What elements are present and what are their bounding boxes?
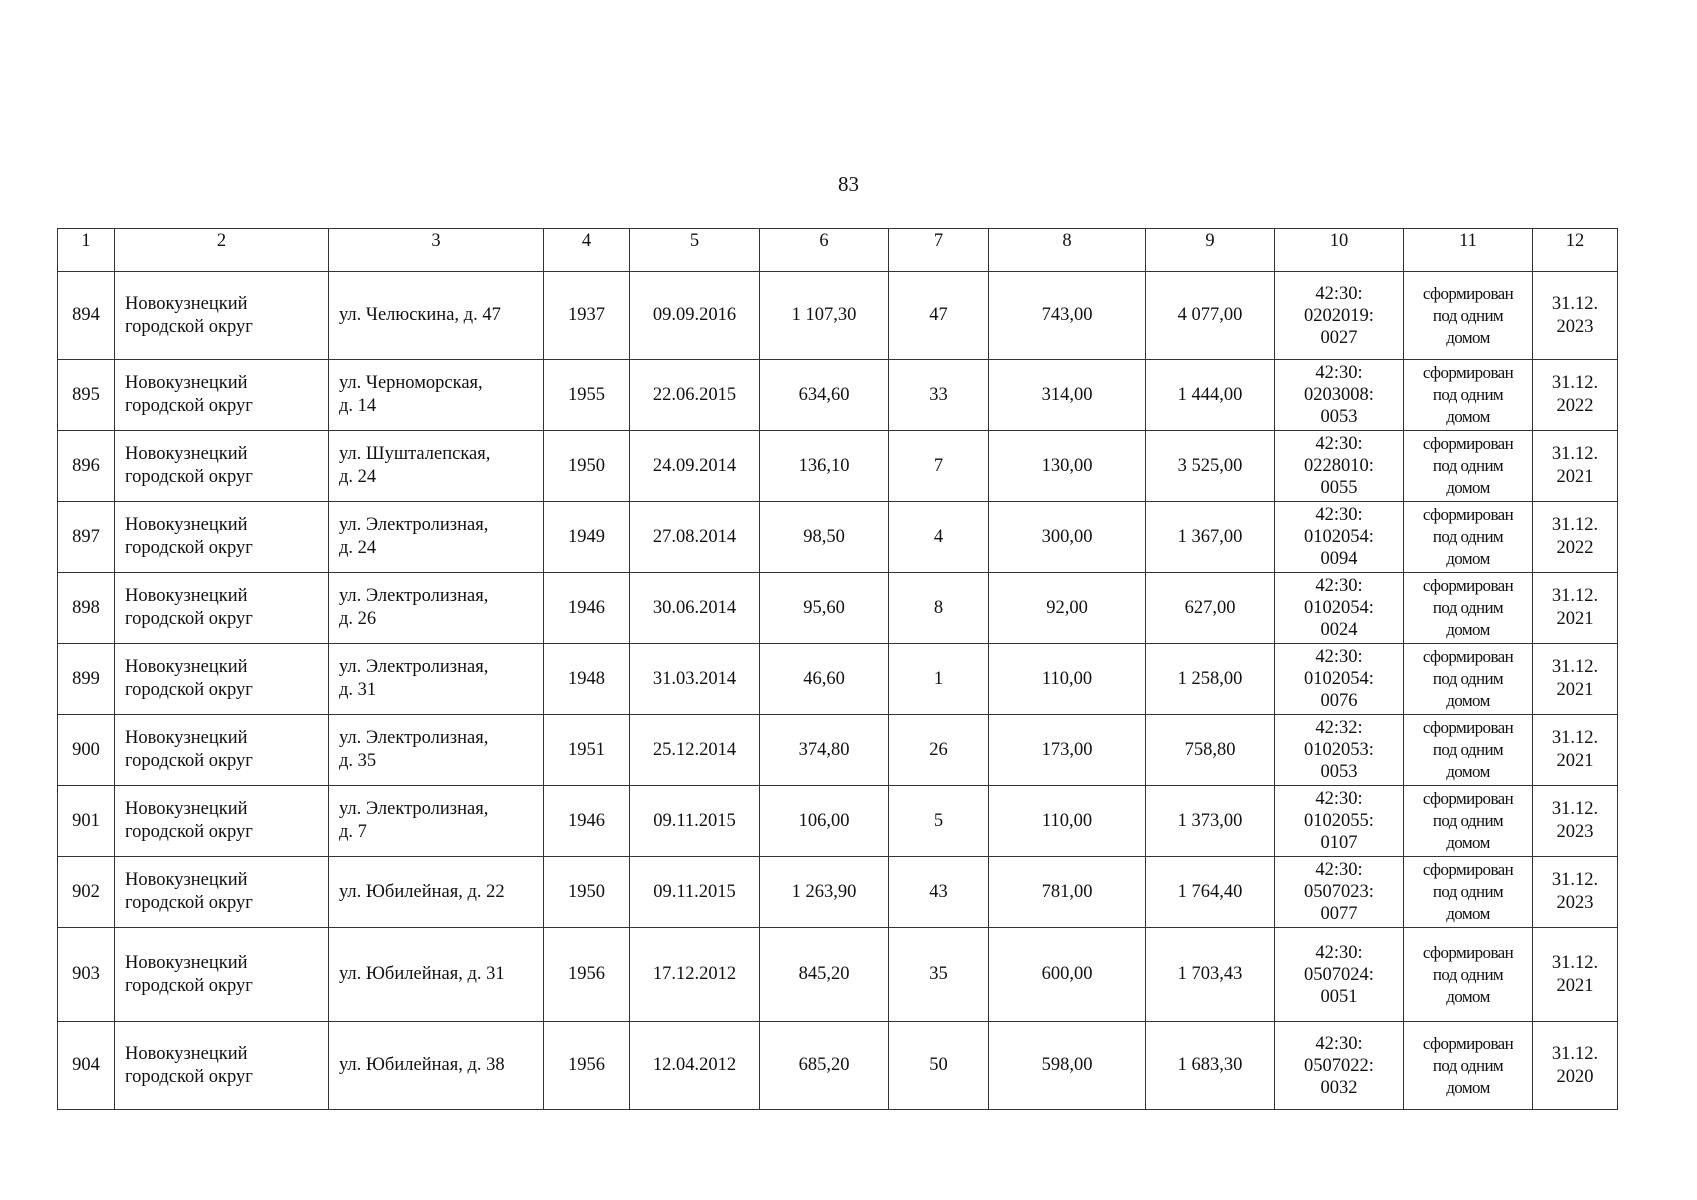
cell-address [329, 715, 544, 786]
table-row [58, 1022, 1618, 1110]
cell-line: ул. Черноморская, [339, 373, 483, 393]
column-number-row [58, 229, 1618, 272]
cell-line: под одним [1432, 305, 1504, 325]
cell-line: 2021 [1556, 680, 1594, 700]
cell-line: 31.12. [1551, 799, 1599, 819]
cell-line: сформирован [1422, 647, 1514, 666]
cell-col-9: 1 444,00 [1146, 360, 1275, 431]
cell-line: сформирован [1422, 576, 1514, 595]
cell-row-number: 895 [58, 360, 115, 431]
cell-line: Новокузнецкий [125, 870, 248, 890]
cell-municipality [115, 360, 329, 431]
table-row [58, 928, 1618, 1022]
cell-line: домом [1446, 691, 1490, 710]
cell-line: городской округ [125, 467, 253, 487]
cell-line: под одним [1432, 740, 1504, 759]
cell-municipality [115, 928, 329, 1022]
cell-status [1404, 857, 1533, 928]
cell-municipality [115, 786, 329, 857]
cell-line: сформирован [1422, 789, 1514, 808]
table-row [58, 644, 1618, 715]
cell-municipality [115, 573, 329, 644]
cell-row-number: 894 [58, 272, 115, 360]
cell-line: 0507022: [1304, 1055, 1374, 1076]
cell-line: ул. Юбилейная, д. 31 [339, 964, 505, 984]
cell-deadline [1533, 272, 1618, 360]
cell-address [329, 928, 544, 1022]
cell-line: 0102054: [1304, 598, 1374, 618]
cell-cadastral-number [1275, 644, 1404, 715]
column-header: 9 [1146, 229, 1275, 272]
table-row [58, 786, 1618, 857]
cell-date: 09.11.2015 [630, 857, 760, 928]
table-row [58, 272, 1618, 360]
cell-line: 2020 [1556, 1066, 1594, 1087]
cell-line: ул. Челюскина, д. 47 [339, 305, 501, 325]
cell-address [329, 644, 544, 715]
cell-line: Новокузнецкий [125, 1043, 248, 1064]
cell-line: 31.12. [1551, 952, 1599, 973]
cell-date: 25.12.2014 [630, 715, 760, 786]
cell-row-number: 902 [58, 857, 115, 928]
cell-line: 0102053: [1304, 740, 1374, 760]
cell-municipality [115, 1022, 329, 1110]
cell-line: 31.12. [1551, 870, 1599, 890]
cell-line: 0107 [1320, 833, 1358, 853]
table-row [58, 715, 1618, 786]
cell-line: 0051 [1320, 986, 1358, 1007]
cell-address [329, 272, 544, 360]
column-header: 12 [1533, 229, 1618, 272]
cell-date: 24.09.2014 [630, 431, 760, 502]
cell-col-9: 1 764,40 [1146, 857, 1275, 928]
cell-status [1404, 360, 1533, 431]
column-header: 6 [760, 229, 889, 272]
cell-row-number: 897 [58, 502, 115, 573]
cell-area: 634,60 [760, 360, 889, 431]
cell-col-8: 110,00 [989, 786, 1146, 857]
cell-col-9: 4 077,00 [1146, 272, 1275, 360]
cell-line: 0102054: [1304, 527, 1374, 547]
cell-year: 1950 [544, 857, 630, 928]
cell-date: 27.08.2014 [630, 502, 760, 573]
cell-line: 0102055: [1304, 811, 1374, 831]
cell-count: 47 [889, 272, 989, 360]
cell-line: домом [1446, 904, 1490, 923]
cell-cadastral-number [1275, 272, 1404, 360]
column-header: 7 [889, 229, 989, 272]
table-row [58, 857, 1618, 928]
cell-row-number: 896 [58, 431, 115, 502]
cell-line: 42:30: [1315, 789, 1363, 809]
cell-cadastral-number [1275, 431, 1404, 502]
cell-line: 2023 [1556, 316, 1594, 337]
cell-col-8: 173,00 [989, 715, 1146, 786]
cell-cadastral-number [1275, 573, 1404, 644]
cell-address [329, 857, 544, 928]
cell-col-8: 92,00 [989, 573, 1146, 644]
cell-line: Новокузнецкий [125, 515, 248, 535]
cell-line: под одним [1432, 811, 1504, 830]
cell-line: под одним [1432, 527, 1504, 546]
table-row [58, 502, 1618, 573]
cell-status [1404, 502, 1533, 573]
cell-line: городской округ [125, 609, 253, 629]
column-header: 2 [115, 229, 329, 272]
cell-line: домом [1446, 327, 1490, 347]
cell-col-9: 1 703,43 [1146, 928, 1275, 1022]
cell-line: домом [1446, 549, 1490, 568]
cell-date: 17.12.2012 [630, 928, 760, 1022]
cell-line: домом [1446, 407, 1490, 426]
cell-deadline [1533, 857, 1618, 928]
cell-deadline [1533, 431, 1618, 502]
cell-col-8: 600,00 [989, 928, 1146, 1022]
cell-line: 31.12. [1551, 515, 1599, 535]
cell-count: 50 [889, 1022, 989, 1110]
cell-line: Новокузнецкий [125, 952, 248, 973]
cell-col-9: 627,00 [1146, 573, 1275, 644]
cell-deadline [1533, 715, 1618, 786]
cell-status [1404, 928, 1533, 1022]
table-body [58, 229, 1618, 1110]
cell-col-9: 3 525,00 [1146, 431, 1275, 502]
cell-line: 31.12. [1551, 1043, 1599, 1064]
cell-line: 2021 [1556, 975, 1594, 996]
cell-date: 30.06.2014 [630, 573, 760, 644]
cell-count: 43 [889, 857, 989, 928]
cell-address [329, 573, 544, 644]
cell-area: 1 107,30 [760, 272, 889, 360]
cell-status [1404, 786, 1533, 857]
cell-area: 106,00 [760, 786, 889, 857]
cell-line: 31.12. [1551, 373, 1599, 393]
cell-year: 1955 [544, 360, 630, 431]
cell-line: 0077 [1320, 904, 1358, 924]
cell-date: 12.04.2012 [630, 1022, 760, 1110]
cell-line: д. 35 [339, 751, 377, 771]
cell-line: д. 31 [339, 680, 377, 700]
cell-status [1404, 573, 1533, 644]
cell-deadline [1533, 1022, 1618, 1110]
cell-line: 42:30: [1315, 434, 1363, 454]
cell-count: 5 [889, 786, 989, 857]
cell-line: городской округ [125, 316, 253, 337]
column-header: 1 [58, 229, 115, 272]
cell-line: сформирован [1422, 283, 1514, 303]
cell-year: 1949 [544, 502, 630, 573]
cell-year: 1950 [544, 431, 630, 502]
cell-line: 2022 [1556, 396, 1594, 416]
cell-date: 31.03.2014 [630, 644, 760, 715]
cell-col-9: 1 683,30 [1146, 1022, 1275, 1110]
cell-line: городской округ [125, 680, 253, 700]
cell-count: 8 [889, 573, 989, 644]
cell-col-8: 598,00 [989, 1022, 1146, 1110]
cell-line: под одним [1432, 598, 1504, 617]
cell-municipality [115, 857, 329, 928]
cell-line: 2023 [1556, 822, 1594, 842]
cell-cadastral-number [1275, 502, 1404, 573]
cell-year: 1946 [544, 573, 630, 644]
table-row [58, 431, 1618, 502]
cell-line: 31.12. [1551, 586, 1599, 606]
cell-status [1404, 272, 1533, 360]
column-header: 11 [1404, 229, 1533, 272]
cell-row-number: 898 [58, 573, 115, 644]
cell-line: 42:30: [1315, 505, 1363, 525]
cell-area: 685,20 [760, 1022, 889, 1110]
cell-line: Новокузнецкий [125, 799, 248, 819]
cell-line: ул. Электролизная, [339, 728, 489, 748]
cell-line: д. 24 [339, 467, 377, 487]
cell-deadline [1533, 360, 1618, 431]
cell-line: 0507023: [1304, 882, 1374, 902]
cell-line: Новокузнецкий [125, 586, 248, 606]
cell-area: 1 263,90 [760, 857, 889, 928]
cell-line: под одним [1432, 882, 1504, 901]
cell-line: домом [1446, 833, 1490, 852]
cell-line: домом [1446, 762, 1490, 781]
cell-line: 0507024: [1304, 964, 1374, 985]
cell-line: 42:30: [1315, 283, 1363, 304]
cell-line: ул. Электролизная, [339, 799, 489, 819]
cell-line: домом [1446, 478, 1490, 497]
cell-line: сформирован [1422, 505, 1514, 524]
cell-line: 42:30: [1315, 942, 1363, 963]
cell-line: 0024 [1320, 620, 1358, 640]
cell-line: 42:30: [1315, 860, 1363, 880]
cell-status [1404, 1022, 1533, 1110]
housing-registry-table [57, 228, 1618, 1110]
cell-line: сформирован [1422, 363, 1514, 382]
cell-line: домом [1446, 1077, 1490, 1097]
cell-line: 31.12. [1551, 728, 1599, 748]
cell-col-9: 758,80 [1146, 715, 1275, 786]
cell-line: ул. Электролизная, [339, 657, 489, 677]
cell-line: под одним [1432, 456, 1504, 475]
cell-line: сформирован [1422, 942, 1514, 962]
cell-line: домом [1446, 620, 1490, 639]
cell-line: 0102054: [1304, 669, 1374, 689]
cell-municipality [115, 431, 329, 502]
cell-line: 0094 [1320, 549, 1358, 569]
cell-year: 1937 [544, 272, 630, 360]
column-header: 5 [630, 229, 760, 272]
table-row [58, 573, 1618, 644]
cell-line: под одним [1432, 669, 1504, 688]
cell-line: ул. Электролизная, [339, 586, 489, 606]
page-number: 83 [838, 172, 859, 196]
cell-line: ул. Юбилейная, д. 22 [339, 881, 505, 902]
cell-line: городской округ [125, 538, 253, 558]
cell-col-8: 743,00 [989, 272, 1146, 360]
cell-municipality [115, 502, 329, 573]
cell-line: д. 7 [339, 822, 367, 842]
cell-line: 0053 [1320, 762, 1358, 782]
cell-col-9: 1 367,00 [1146, 502, 1275, 573]
cell-area: 95,60 [760, 573, 889, 644]
column-header: 8 [989, 229, 1146, 272]
cell-line: 42:30: [1315, 647, 1363, 667]
cell-line: 0202019: [1304, 305, 1374, 326]
column-header: 10 [1275, 229, 1404, 272]
cell-line: Новокузнецкий [125, 444, 248, 464]
table-row [58, 360, 1618, 431]
cell-line: 0203008: [1304, 385, 1374, 405]
cell-line: под одним [1432, 1055, 1504, 1075]
cell-line: 42:30: [1315, 1033, 1363, 1054]
cell-line: 2021 [1556, 751, 1594, 771]
cell-line: сформирован [1422, 718, 1514, 737]
cell-line: 2021 [1556, 467, 1594, 487]
cell-area: 98,50 [760, 502, 889, 573]
cell-deadline [1533, 644, 1618, 715]
cell-line: 2021 [1556, 609, 1594, 629]
cell-area: 46,60 [760, 644, 889, 715]
cell-line: городской округ [125, 893, 253, 913]
cell-line: 0076 [1320, 691, 1358, 711]
cell-line: 31.12. [1551, 444, 1599, 464]
cell-line: 2022 [1556, 538, 1594, 558]
cell-status [1404, 644, 1533, 715]
cell-row-number: 899 [58, 644, 115, 715]
cell-line: Новокузнецкий [125, 657, 248, 677]
cell-count: 26 [889, 715, 989, 786]
cell-line: 0032 [1320, 1077, 1358, 1098]
cell-year: 1956 [544, 1022, 630, 1110]
cell-cadastral-number [1275, 786, 1404, 857]
cell-year: 1946 [544, 786, 630, 857]
cell-row-number: 904 [58, 1022, 115, 1110]
cell-col-8: 110,00 [989, 644, 1146, 715]
cell-line: сформирован [1422, 1033, 1514, 1053]
cell-line: Новокузнецкий [125, 293, 248, 314]
cell-line: ул. Электролизная, [339, 515, 489, 535]
cell-deadline [1533, 502, 1618, 573]
cell-date: 22.06.2015 [630, 360, 760, 431]
cell-municipality [115, 644, 329, 715]
cell-row-number: 901 [58, 786, 115, 857]
cell-deadline [1533, 573, 1618, 644]
cell-line: городской округ [125, 1066, 253, 1087]
cell-line: ул. Шушталепская, [339, 444, 491, 464]
cell-line: 0228010: [1304, 456, 1374, 476]
cell-line: 0055 [1320, 478, 1358, 498]
cell-line: домом [1446, 986, 1490, 1006]
cell-col-8: 300,00 [989, 502, 1146, 573]
cell-cadastral-number [1275, 928, 1404, 1022]
cell-year: 1956 [544, 928, 630, 1022]
cell-line: 0027 [1320, 327, 1358, 348]
cell-deadline [1533, 928, 1618, 1022]
column-header: 4 [544, 229, 630, 272]
cell-count: 35 [889, 928, 989, 1022]
cell-line: 42:30: [1315, 576, 1363, 596]
cell-line: городской округ [125, 396, 253, 416]
cell-col-9: 1 373,00 [1146, 786, 1275, 857]
cell-cadastral-number [1275, 1022, 1404, 1110]
cell-row-number: 903 [58, 928, 115, 1022]
cell-cadastral-number [1275, 857, 1404, 928]
cell-address [329, 431, 544, 502]
cell-year: 1948 [544, 644, 630, 715]
cell-address [329, 1022, 544, 1110]
cell-line: ул. Юбилейная, д. 38 [339, 1055, 505, 1075]
cell-line: Новокузнецкий [125, 373, 248, 393]
cell-row-number: 900 [58, 715, 115, 786]
cell-count: 33 [889, 360, 989, 431]
cell-count: 7 [889, 431, 989, 502]
cell-line: городской округ [125, 751, 253, 771]
cell-status [1404, 431, 1533, 502]
cell-line: 42:32: [1315, 718, 1363, 738]
cell-year: 1951 [544, 715, 630, 786]
cell-line: 42:30: [1315, 363, 1363, 383]
cell-municipality [115, 715, 329, 786]
cell-count: 4 [889, 502, 989, 573]
cell-cadastral-number [1275, 715, 1404, 786]
cell-col-8: 314,00 [989, 360, 1146, 431]
cell-address [329, 786, 544, 857]
cell-line: городской округ [125, 975, 253, 996]
cell-col-9: 1 258,00 [1146, 644, 1275, 715]
cell-line: д. 26 [339, 609, 377, 629]
cell-area: 374,80 [760, 715, 889, 786]
cell-address [329, 360, 544, 431]
cell-date: 09.11.2015 [630, 786, 760, 857]
cell-area: 136,10 [760, 431, 889, 502]
cell-line: 31.12. [1551, 293, 1599, 314]
cell-line: 2023 [1556, 893, 1594, 913]
cell-date: 09.09.2016 [630, 272, 760, 360]
cell-deadline [1533, 786, 1618, 857]
cell-col-8: 781,00 [989, 857, 1146, 928]
cell-area: 845,20 [760, 928, 889, 1022]
cell-line: 31.12. [1551, 657, 1599, 677]
cell-municipality [115, 272, 329, 360]
cell-line: под одним [1432, 385, 1504, 404]
cell-line: сформирован [1422, 434, 1514, 453]
cell-address [329, 502, 544, 573]
column-header: 3 [329, 229, 544, 272]
cell-line: под одним [1432, 964, 1504, 984]
cell-col-8: 130,00 [989, 431, 1146, 502]
cell-line: д. 14 [339, 396, 377, 416]
cell-line: 0053 [1320, 407, 1358, 427]
cell-cadastral-number [1275, 360, 1404, 431]
cell-line: д. 24 [339, 538, 377, 558]
cell-line: городской округ [125, 822, 253, 842]
cell-count: 1 [889, 644, 989, 715]
cell-line: Новокузнецкий [125, 728, 248, 748]
cell-status [1404, 715, 1533, 786]
cell-line: сформирован [1422, 860, 1514, 879]
